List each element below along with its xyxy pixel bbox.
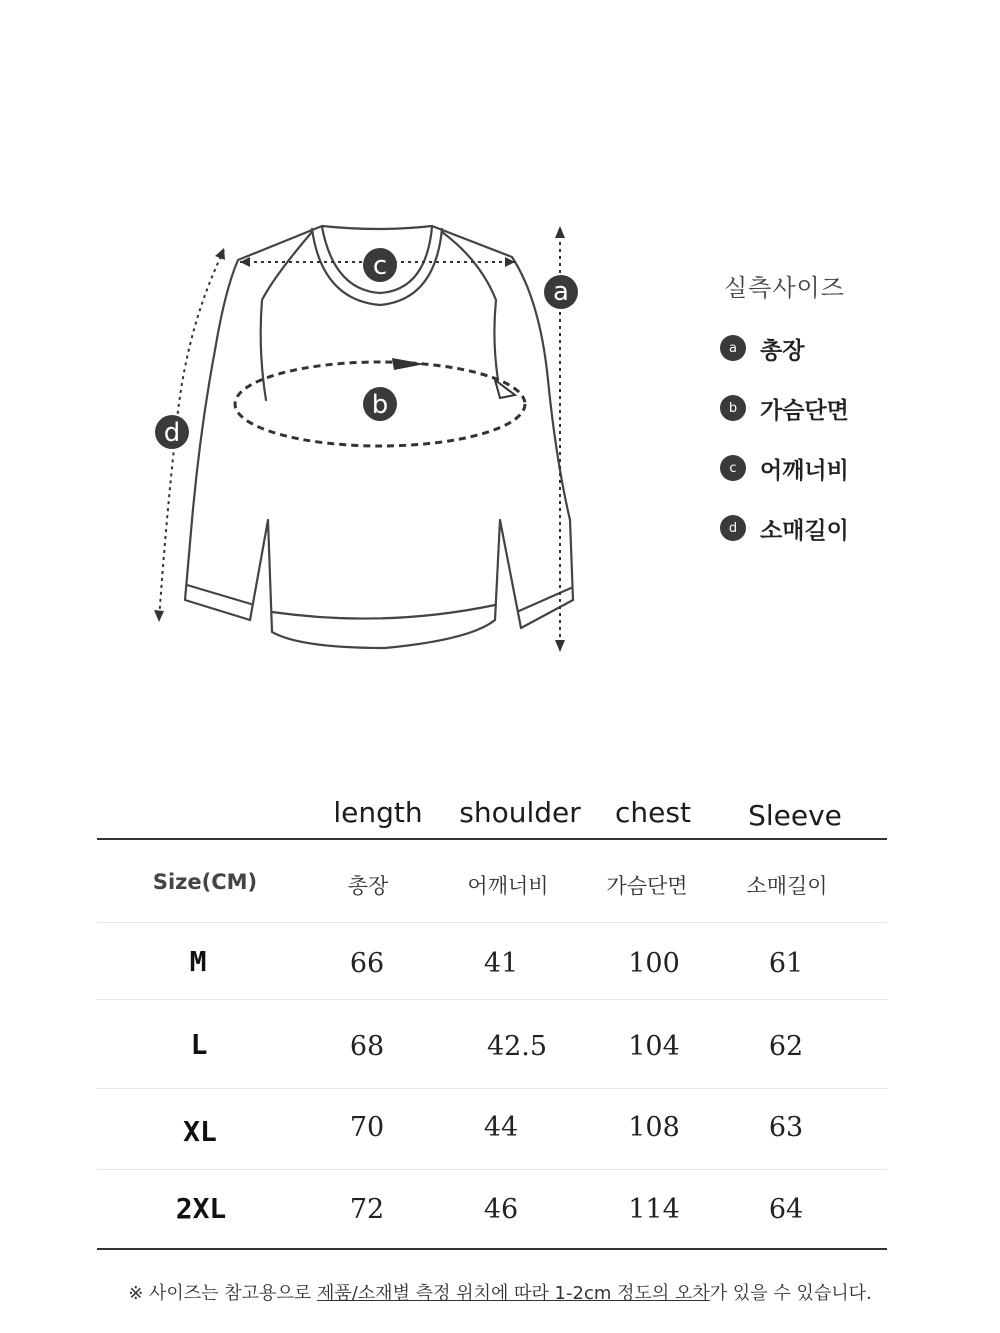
- header-kor-chest: 가슴단면: [606, 874, 688, 898]
- cell-shoulder: 41: [483, 948, 519, 979]
- legend-label-a: 총장: [760, 337, 805, 364]
- table-row: [97, 1089, 887, 1170]
- disclaimer-part-2: 제품/소재별 측정 위치에 따라 1-2cm 정도의 오차: [316, 1283, 710, 1304]
- header-kor-shoulder: 어깨너비: [467, 874, 549, 898]
- legend-item-d: [720, 513, 980, 543]
- row-size: L: [190, 1028, 208, 1061]
- legend-marker-a: a: [720, 335, 746, 361]
- cell-sleeve: 61: [768, 948, 804, 979]
- legend-item-c: [720, 453, 980, 483]
- cell-shoulder: 46: [483, 1194, 519, 1225]
- disclaimer-part-3: 가 있을 수 있습니다.: [709, 1283, 872, 1304]
- legend-label-b: 가슴단면: [760, 397, 849, 424]
- header-shoulder: shoulder: [459, 796, 581, 829]
- legend-marker-d: d: [720, 515, 746, 541]
- legend-label-d: 소매길이: [760, 517, 849, 544]
- legend-label-c: 어깨너비: [760, 457, 849, 484]
- marker-c: [363, 248, 397, 282]
- header-length: length: [333, 796, 423, 829]
- row-size: XL: [183, 1115, 217, 1148]
- disclaimer-part-1: ※ 사이즈는 참고용으로: [128, 1283, 317, 1304]
- korean-header-row: [97, 840, 887, 923]
- measurement-legend: [720, 268, 980, 543]
- row-size: M: [189, 945, 207, 978]
- size-table: [97, 796, 887, 1250]
- cell-sleeve: 64: [768, 1194, 804, 1225]
- cell-length: 72: [349, 1194, 385, 1225]
- svg-text:b: b: [371, 390, 389, 420]
- row-size: 2XL: [175, 1192, 227, 1225]
- legend-marker-c: c: [720, 455, 746, 481]
- legend-marker-b: b: [720, 395, 746, 421]
- table-row: [97, 923, 887, 1000]
- header-chest: chest: [615, 796, 691, 829]
- cell-length: 66: [349, 948, 385, 979]
- arrowhead-icon: [392, 358, 425, 370]
- cell-shoulder: 44: [483, 1112, 519, 1143]
- cell-chest: 100: [628, 948, 680, 979]
- sweatshirt-outline: [185, 226, 573, 648]
- marker-b: [363, 387, 397, 421]
- cell-sleeve: 62: [768, 1031, 804, 1062]
- header-sleeve: Sleeve: [748, 799, 842, 832]
- cell-shoulder: 42.5: [486, 1031, 548, 1062]
- arrowhead-icon: [555, 640, 565, 652]
- header-kor-length: 총장: [347, 874, 389, 898]
- cell-sleeve: 63: [768, 1112, 804, 1143]
- header-kor-sleeve: 소매길이: [746, 874, 828, 898]
- table-row: [97, 1170, 887, 1248]
- cell-chest: 114: [628, 1194, 680, 1225]
- marker-a: [544, 275, 578, 309]
- legend-title: 실측사이즈: [724, 274, 845, 302]
- marker-d: [155, 415, 189, 449]
- table-row: [97, 1000, 887, 1089]
- legend-item-a: [720, 333, 980, 363]
- arrowhead-icon: [555, 226, 565, 238]
- english-header-row: [97, 796, 887, 838]
- svg-text:a: a: [553, 277, 569, 307]
- legend-item-b: [720, 393, 980, 423]
- size-disclaimer: [0, 1279, 1000, 1305]
- cell-chest: 108: [628, 1112, 680, 1143]
- header-size-cm: Size(CM): [152, 870, 258, 894]
- cell-length: 68: [349, 1031, 385, 1062]
- cell-length: 70: [349, 1112, 385, 1143]
- svg-text:c: c: [372, 251, 388, 281]
- cell-chest: 104: [628, 1031, 680, 1062]
- table-bottom-rule: [97, 1248, 887, 1250]
- arrowhead-icon: [154, 610, 164, 622]
- svg-text:d: d: [163, 418, 181, 448]
